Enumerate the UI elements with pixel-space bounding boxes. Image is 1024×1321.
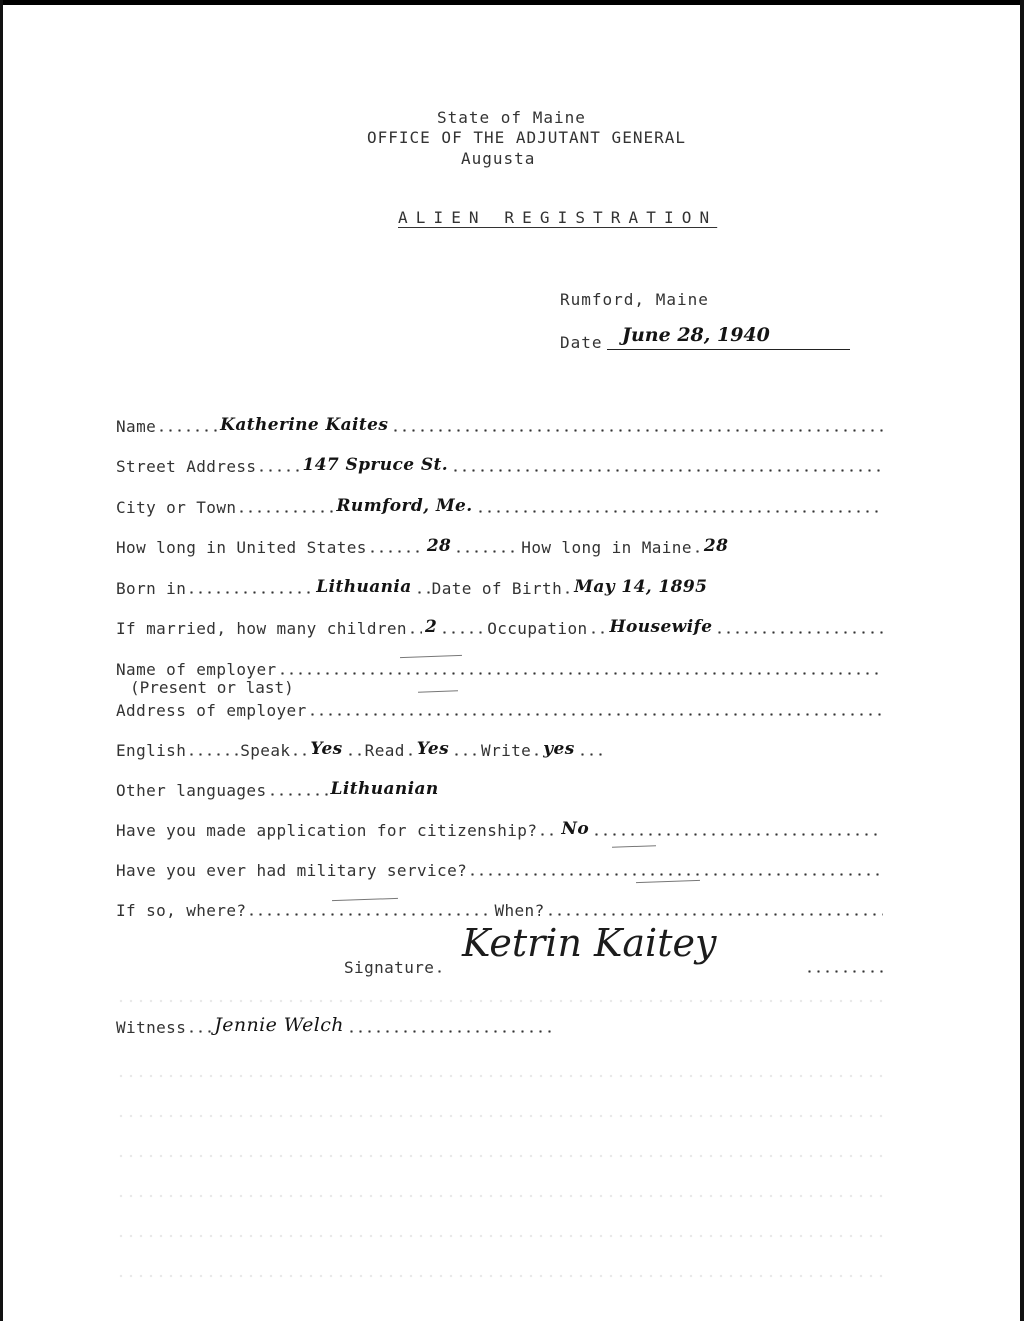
other-languages-label: Other languages: [116, 781, 267, 800]
dot-leader: [278, 672, 883, 675]
bleed-through-text: [116, 1150, 886, 1162]
witness-label: Witness: [116, 1018, 187, 1037]
employer-note: (Present or last): [130, 678, 294, 697]
dot-leader: [468, 873, 883, 876]
birth-date-value: May 14, 1895: [574, 577, 708, 597]
field-family: [116, 614, 884, 638]
pen-stroke: [612, 845, 656, 848]
field-service-where-when: [116, 896, 884, 920]
bleed-through-text: [116, 1190, 886, 1202]
dot-leader: [391, 429, 883, 432]
dot-leader: [435, 970, 443, 973]
employer-name-label: Name of employer: [116, 660, 277, 679]
name-label: Name: [116, 417, 157, 436]
field-citizenship: [116, 816, 884, 840]
dot-leader: [578, 753, 606, 756]
years-maine-label: How long in Maine: [521, 538, 692, 557]
dot-leader: [247, 913, 493, 916]
field-english: [116, 736, 884, 760]
field-city: [116, 493, 884, 517]
dot-leader: [693, 550, 701, 553]
speak-label: Speak: [240, 741, 291, 760]
form-title: ALIEN REGISTRATION: [398, 208, 718, 227]
read-value: Yes: [416, 739, 450, 759]
header-office: OFFICE OF THE ADJUTANT GENERAL: [367, 128, 686, 147]
children-value: 2: [424, 617, 438, 637]
dot-leader: [476, 510, 883, 513]
witness-value: Jennie Welch: [214, 1014, 344, 1036]
bleed-through-text: [116, 1270, 886, 1282]
city-label: City or Town: [116, 498, 237, 517]
dot-leader: [451, 469, 883, 472]
english-label: English: [116, 741, 187, 760]
dot-leader: [187, 591, 313, 594]
dot-leader: [347, 1030, 555, 1033]
dot-leader: [291, 753, 307, 756]
dot-leader: [805, 970, 883, 973]
field-employer-address: [116, 696, 884, 720]
dot-leader: [346, 753, 364, 756]
write-value: yes: [543, 739, 575, 759]
field-residence-length: [116, 533, 884, 557]
city-value: Rumford, Me.: [336, 496, 473, 516]
dot-leader: [187, 753, 239, 756]
speak-value: Yes: [310, 739, 343, 759]
header-state: State of Maine: [437, 108, 586, 127]
dot-leader: [187, 1030, 211, 1033]
write-label: Write: [481, 741, 532, 760]
bleed-through-text: [116, 1230, 886, 1242]
scan-border-top: [0, 0, 1024, 5]
other-languages-value: Lithuanian: [330, 779, 439, 799]
bleed-through-text: [116, 1110, 886, 1122]
dot-leader: [546, 913, 883, 916]
dot-leader: [237, 510, 333, 513]
years-us-value: 28: [426, 536, 452, 556]
field-employer-name: [116, 655, 884, 679]
years-maine-value: 28: [703, 536, 729, 556]
dot-leader: [257, 469, 299, 472]
scan-border-left: [0, 0, 3, 1321]
header-city: Augusta: [461, 149, 536, 168]
dot-leader: [368, 550, 424, 553]
dot-leader: [454, 550, 520, 553]
dot-leader: [538, 833, 558, 836]
when-label: When?: [494, 901, 545, 920]
field-other-languages: [116, 776, 884, 800]
date-value: June 28, 1940: [622, 324, 770, 346]
dot-leader: [406, 753, 414, 756]
citizenship-label: Have you made application for citizenship?: [116, 821, 538, 840]
employer-address-label: Address of employer: [116, 701, 307, 720]
street-label: Street Address: [116, 457, 257, 476]
scan-border-right: [1020, 0, 1024, 1321]
field-witness: [116, 1013, 556, 1037]
pen-stroke: [636, 880, 700, 883]
registration-place: Rumford, Maine: [560, 290, 709, 309]
dot-leader: [157, 429, 217, 432]
born-in-label: Born in: [116, 579, 187, 598]
signature-value: Ketrin Kaitey: [462, 921, 717, 965]
street-value: 147 Spruce St.: [302, 455, 449, 475]
bleed-through-text: [116, 1070, 886, 1082]
bleed-through-text: [116, 995, 886, 1007]
field-street-address: [116, 452, 884, 476]
signature-label: Signature: [344, 958, 435, 977]
dot-leader: [440, 631, 486, 634]
date-underline: [607, 349, 850, 350]
dot-leader: [592, 833, 883, 836]
dot-leader: [563, 591, 571, 594]
dot-leader: [268, 793, 328, 796]
dot-leader: [589, 631, 607, 634]
dot-leader: [408, 631, 422, 634]
where-label: If so, where?: [116, 901, 247, 920]
name-value: Katherine Kaites: [220, 415, 389, 435]
born-in-value: Lithuania: [316, 577, 412, 597]
dot-leader: [415, 591, 431, 594]
pen-stroke: [418, 690, 458, 692]
occupation-label: Occupation: [487, 619, 588, 638]
citizenship-value: No: [561, 819, 590, 839]
dot-leader: [308, 713, 883, 716]
dot-leader: [452, 753, 480, 756]
read-label: Read: [364, 741, 405, 760]
birth-date-label: Date of Birth: [431, 579, 563, 598]
field-birth: [116, 574, 884, 598]
children-label: If married, how many children: [116, 619, 407, 638]
military-label: Have you ever had military service?: [116, 861, 468, 880]
dot-leader: [715, 631, 883, 634]
date-label: Date: [560, 333, 603, 352]
dot-leader: [532, 753, 540, 756]
occupation-value: Housewife: [609, 617, 713, 637]
field-name: [116, 412, 884, 436]
years-us-label: How long in United States: [116, 538, 367, 557]
field-military: [116, 856, 884, 880]
